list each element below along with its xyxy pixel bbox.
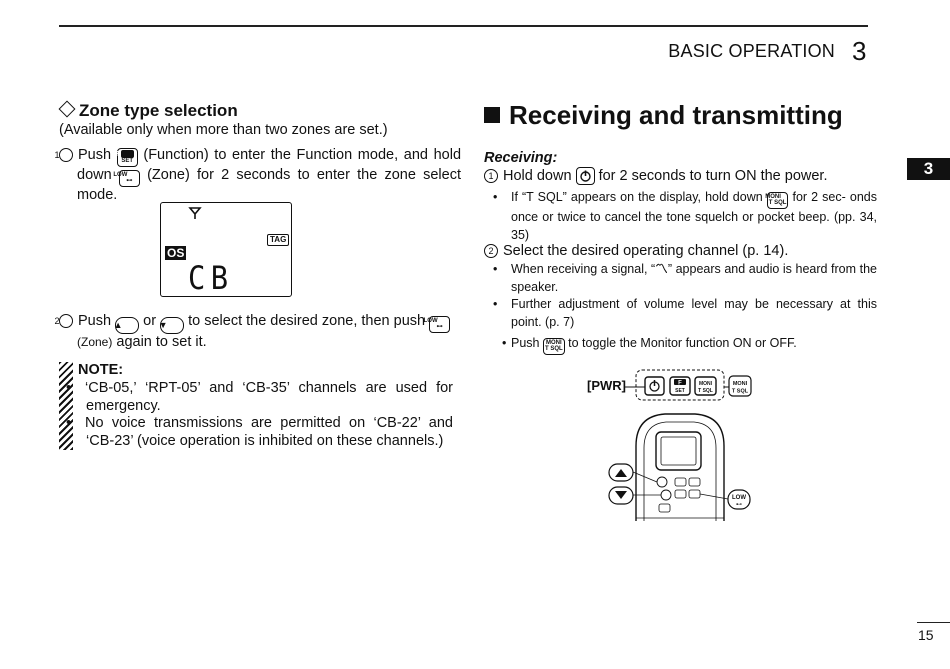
os-indicator: OS xyxy=(167,246,185,260)
header-rule xyxy=(59,25,868,27)
low-key-icon: LOW ⊷ xyxy=(429,316,450,333)
moni-key-icon: MONI T SQL xyxy=(767,192,789,209)
tag-indicator: TAG xyxy=(267,234,289,246)
svg-text:F: F xyxy=(678,380,682,387)
busy-signal-icon: 〽 xyxy=(655,262,668,276)
power-key-icon xyxy=(576,167,595,185)
receiving-bullet-3: • Further adjustment of volume level may be necessary at this point. (p. 7) xyxy=(493,297,877,329)
receiving-transmitting-heading: Receiving and transmitting xyxy=(484,100,843,131)
low-key-icon: LOW ⊷ xyxy=(119,170,140,187)
svg-text:SET: SET xyxy=(675,388,685,394)
svg-text:LOW: LOW xyxy=(732,495,746,501)
moni-key-icon: MONI T SQL xyxy=(543,338,565,355)
svg-text:T SQL: T SQL xyxy=(731,388,749,395)
note-item-2: • No voice transmissions are permitted on ‘CB-22’ and ‘CB-23’ (voice operation is inhibited on these channels.) xyxy=(66,415,453,449)
svg-text:⊷: ⊷ xyxy=(736,501,742,508)
svg-text:T SQL: T SQL xyxy=(698,388,713,394)
page-number: 15 xyxy=(918,627,934,643)
note-item-1: • ‘CB-05,’ ‘RPT-05’ and ‘CB-35’ channels are used for emergency. xyxy=(66,380,453,414)
section-title: BASIC OPERATION xyxy=(668,41,835,61)
pwr-callout-label: [PWR] xyxy=(587,378,626,393)
receiving-bullet-4: • Push MONI T SQL to toggle the Monitor function ON or OFF. xyxy=(502,335,868,355)
receiving-bullet-1: • If “T SQL” appears on the display, hold down MONI T SQL for 2 sec- onds once or twice to cancel the tone squelch or pocket beep. (pp. 34, 35) xyxy=(493,190,878,242)
zone-step-2: 2 Push ▲ or ▼ to select the desired zone, then push LOW ⊷ (Zone) again to set it. xyxy=(59,313,467,352)
chapter-number: 3 xyxy=(852,36,867,66)
svg-text:MONI: MONI xyxy=(732,381,748,387)
antenna-icon xyxy=(188,206,202,220)
zone-step-1: 1 Push F SET (Function) to enter the Function mode, and hold down LOW ⊷ (Zone) for 2 seconds to enter the zone select mode. xyxy=(54,147,462,203)
square-bullet-icon xyxy=(484,107,500,123)
zone-type-subtitle: (Available only when more than two zones are set.) xyxy=(59,122,388,138)
note-title: NOTE: xyxy=(78,362,124,378)
chapter-tab: 3 xyxy=(907,158,950,180)
zone-type-heading: Zone type selection xyxy=(59,101,449,121)
receiving-label: Receiving: xyxy=(484,150,558,166)
radio-illustration xyxy=(600,366,770,526)
lcd-channel-name: CB xyxy=(188,259,234,297)
diamond-icon xyxy=(59,101,76,118)
footer-rule xyxy=(917,622,950,623)
note-hatch-bar xyxy=(59,362,73,450)
svg-text:MONI: MONI xyxy=(698,381,713,387)
down-key-icon: ▼ xyxy=(160,317,184,334)
receiving-step-2: 2 Select the desired operating channel (p. 14). xyxy=(484,243,788,261)
receiving-bullet-2: • When receiving a signal, “〽” appears and audio is heard from the speaker. xyxy=(493,262,877,294)
receiving-step-1: 1 Hold down for 2 seconds to turn ON the power. xyxy=(484,167,827,186)
function-key-icon: F SET xyxy=(117,148,138,167)
up-key-icon: ▲ xyxy=(115,317,139,334)
